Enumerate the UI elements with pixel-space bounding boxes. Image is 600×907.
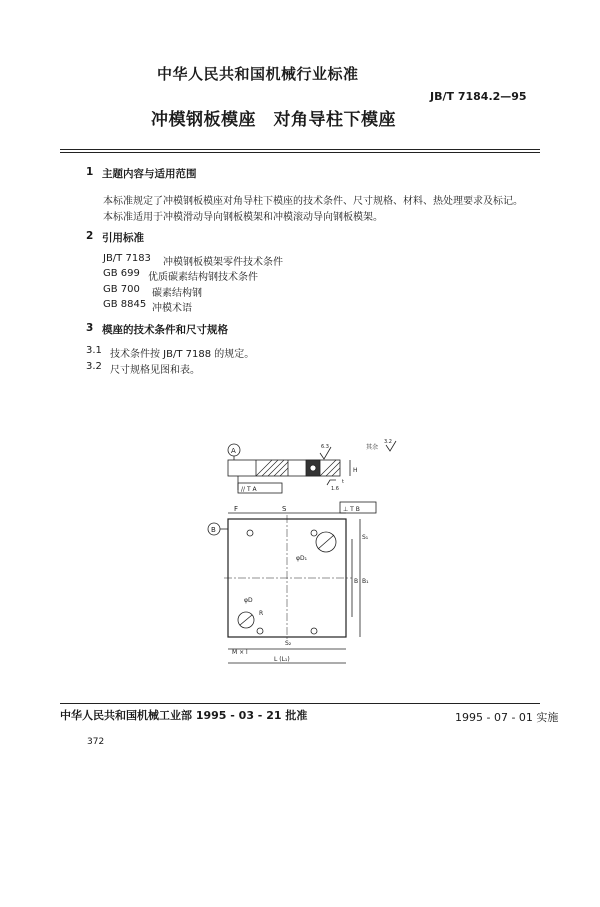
dim-d-label: φD — [244, 597, 253, 604]
dim-l-label: L (L₁) — [274, 656, 290, 663]
datum-b-label: B — [211, 526, 216, 534]
standard-number: JB/T 7184.2—95 — [430, 90, 527, 103]
guide-hole-small-leader — [240, 615, 252, 625]
section-hatch-left — [256, 460, 288, 476]
footer-effective-date: 1995 - 07 - 01 实施 — [455, 711, 559, 724]
section-3-heading: 模座的技术条件和尺寸规格 — [102, 324, 228, 336]
dim-d1-label: φD₁ — [296, 555, 307, 562]
die-set-drawing — [190, 435, 430, 695]
page-number: 372 — [87, 737, 105, 747]
ref-name: 优质碳素结构钢技术条件 — [148, 272, 258, 283]
ref-name: 碳素结构钢 — [152, 288, 202, 299]
screw-hole — [257, 628, 263, 634]
counterbore-hole — [310, 465, 316, 471]
section-2-number: 2 — [86, 230, 94, 242]
section-1-number: 1 — [86, 166, 94, 178]
clause-text: 尺寸规格见图和表。 — [110, 365, 200, 376]
screw-hole — [247, 530, 253, 536]
section-1-paragraph-2: 本标准适用于冲模滑动导向钢板模架和冲模滚动导向钢板模架。 — [103, 212, 383, 223]
rest-roughness-value: 3.2 — [384, 439, 392, 445]
dim-s-label: S — [282, 505, 287, 513]
ref-code: GB 8845 — [103, 299, 147, 310]
dim-b-label: B — [354, 578, 359, 585]
ref-code: GB 699 — [103, 268, 140, 279]
dim-m-label: M × l — [232, 649, 248, 656]
dim-f-label: F — [234, 505, 239, 513]
dim-s2-label: S₂ — [285, 640, 292, 647]
ref-code: GB 700 — [103, 284, 140, 295]
dim-h-label: H — [353, 467, 358, 474]
section-1-heading: 主题内容与适用范围 — [102, 168, 197, 180]
screw-hole — [311, 628, 317, 634]
dim-t-label: t — [342, 479, 344, 485]
section-hatch-right — [320, 460, 340, 476]
section-1-paragraph-1: 本标准规定了冲模钢板模座对角导柱下模座的技术条件、尺寸规格、材料、热处理要求及标记。 — [103, 196, 523, 207]
perpendicularity-tolerance-text: ⊥ T B — [343, 506, 360, 513]
guide-hole-leader — [318, 535, 334, 549]
org-standard-header: 中华人民共和国机械行业标准 — [157, 65, 359, 83]
document-title: 冲模钢板模座 对角导柱下模座 — [151, 110, 396, 130]
roughness-symbol-bottom — [327, 480, 336, 485]
clause-text: 技术条件按 JB/T 7188 的规定。 — [110, 349, 255, 360]
section-3-number: 3 — [86, 322, 94, 334]
ref-code: JB/T 7183 — [103, 253, 151, 264]
ref-name: 冲模钢板模架零件技术条件 — [163, 257, 283, 268]
flatness-tolerance-text: // T A — [241, 486, 257, 493]
footer-issuer: 中华人民共和国机械工业部 1995 - 03 - 21 批准 — [60, 709, 308, 722]
header-rule-top — [60, 149, 540, 150]
roughness-value: 1.6 — [331, 486, 339, 492]
header-rule-bottom — [60, 152, 540, 153]
dim-s1-label: S₁ — [362, 534, 369, 541]
clause-number: 3.1 — [86, 345, 102, 356]
plan-view — [208, 502, 376, 663]
roughness-value: 6.3 — [321, 444, 329, 450]
footer-rule — [60, 703, 540, 704]
plate-side-outline — [228, 460, 340, 476]
dim-r-label: R — [259, 610, 264, 617]
dim-b1-label: B₁ — [362, 578, 369, 585]
rest-roughness-label: 其余 — [366, 444, 379, 451]
side-view — [228, 439, 396, 493]
section-2-heading: 引用标准 — [102, 232, 144, 244]
screw-hole — [311, 530, 317, 536]
clause-number: 3.2 — [86, 361, 102, 372]
datum-a-label: A — [231, 447, 236, 455]
ref-name: 冲模术语 — [152, 303, 192, 314]
